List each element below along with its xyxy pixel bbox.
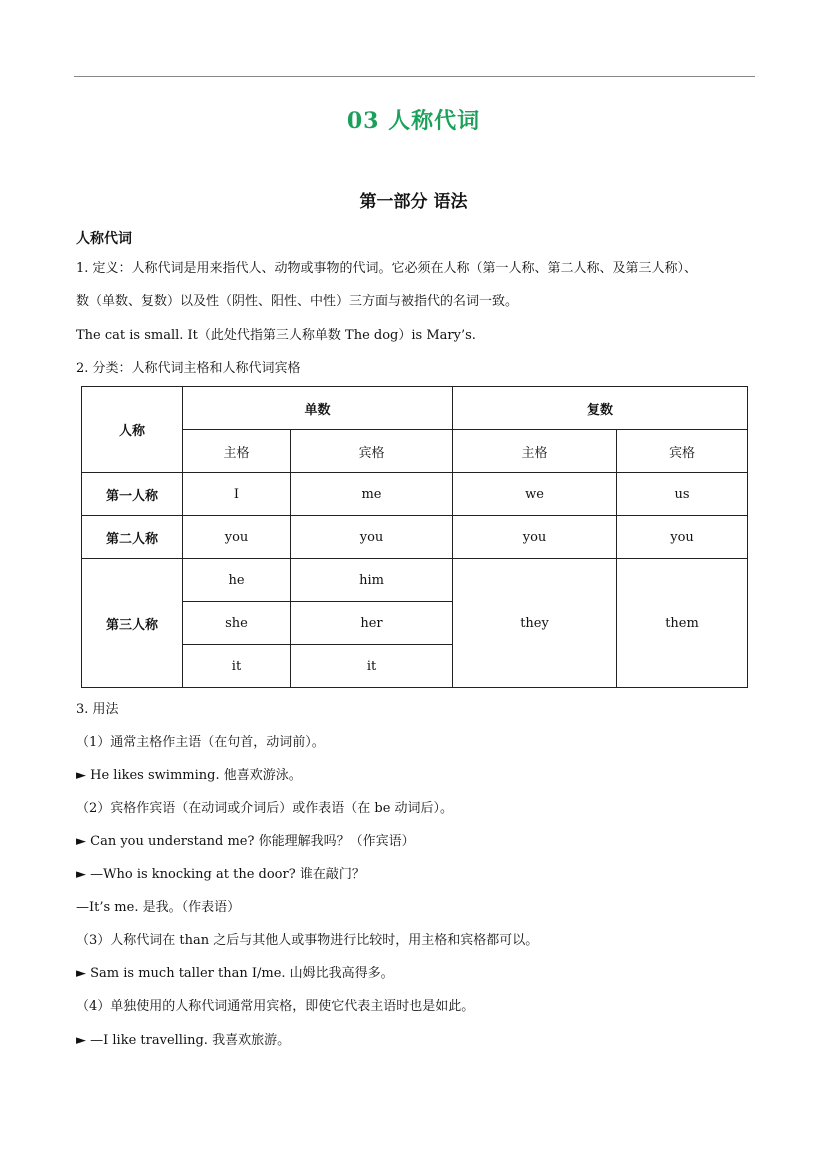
table-cell: I [183, 473, 291, 516]
part-heading: 第一部分 语法 [359, 192, 468, 212]
table-cell: her [291, 602, 453, 645]
table-row-second-person [82, 516, 748, 559]
table-cell: it [291, 645, 453, 688]
definition-line-2: 数（单数、复数）以及性（阴性、阳性、中性）三方面与被指代的名词一致。 [76, 294, 519, 309]
usage-line: （2）宾格作宾语（在动词或介词后）或作表语（在 be 动词后）。 [76, 801, 454, 816]
table-cell: it [183, 645, 291, 688]
plural-header-cell: 复数 [453, 387, 748, 430]
usage-line: ► —I like travelling. 我喜欢旅游。 [76, 1033, 291, 1048]
usage-line: （3）人称代词在 than 之后与其他人或事物进行比较时，用主格和宾格都可以。 [76, 933, 539, 948]
usage-line: ► Sam is much taller than I/me. 山姆比我高得多。 [76, 966, 394, 981]
usage-line: ► —Who is knocking at the door? 谁在敲门？ [76, 867, 365, 882]
singular-object-case-cell: 宾格 [291, 430, 453, 473]
table-cell: you [183, 516, 291, 559]
usage-line: —It’s me. 是我。（作表语） [76, 900, 241, 915]
table-row-third-person [82, 559, 748, 602]
definition-line-1: 1. 定义：人称代词是用来指代人、动物或事物的代词。它必须在人称（第一人称、第二人称、及第三人称）、 [76, 261, 698, 276]
table-cell: him [291, 559, 453, 602]
usage-heading: 3. 用法 [76, 702, 119, 717]
table-cell: you [291, 516, 453, 559]
pronoun-table [81, 386, 748, 688]
header-rule [74, 76, 755, 77]
table-cell: us [617, 473, 748, 516]
third-person-label: 第三人称 [82, 559, 183, 688]
table-header-row [82, 387, 748, 430]
table-cell: he [183, 559, 291, 602]
example-line: The cat is small. It（此处代指第三人称单数 The dog）is Mary’s. [76, 328, 476, 343]
singular-header-cell: 单数 [183, 387, 453, 430]
usage-line: ► He likes swimming. 他喜欢游泳。 [76, 768, 302, 783]
person-header-cell: 人称 [82, 387, 183, 473]
table-cell: they [453, 559, 617, 688]
classification-line: 2. 分类：人称代词主格和人称代词宾格 [76, 361, 301, 376]
table-row-first-person [82, 473, 748, 516]
table-cell: you [617, 516, 748, 559]
plural-subject-case-cell: 主格 [453, 430, 617, 473]
table-cell: she [183, 602, 291, 645]
usage-line: ► Can you understand me? 你能理解我吗？（作宾语） [76, 834, 415, 849]
first-person-label: 第一人称 [82, 473, 183, 516]
table-cell: you [453, 516, 617, 559]
usage-line: （4）单独使用的人称代词通常用宾格，即使它代表主语时也是如此。 [76, 999, 475, 1014]
second-person-label: 第二人称 [82, 516, 183, 559]
singular-subject-case-cell: 主格 [183, 430, 291, 473]
table-cell: them [617, 559, 748, 688]
plural-object-case-cell: 宾格 [617, 430, 748, 473]
table-cell: me [291, 473, 453, 516]
document-title: 03 人称代词 [346, 108, 481, 134]
table-cell: we [453, 473, 617, 516]
section-heading: 人称代词 [76, 231, 132, 247]
usage-line: （1）通常主格作主语（在句首，动词前）。 [76, 735, 325, 750]
